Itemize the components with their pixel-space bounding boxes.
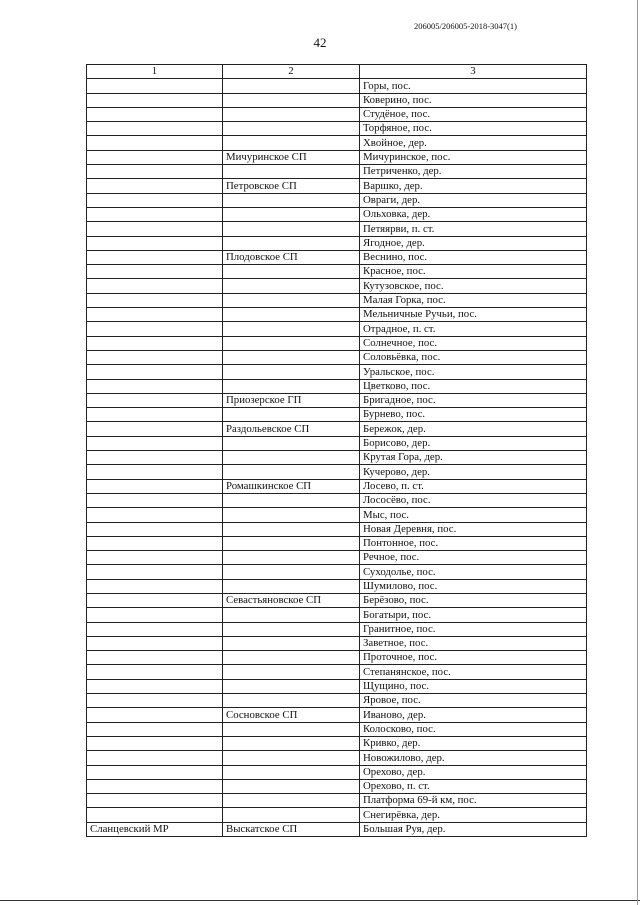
- table-row: [87, 822, 587, 836]
- locality-cell: Студёное, пос.: [360, 107, 587, 121]
- table-row: [87, 308, 587, 322]
- locality-cell: Хвойное, дер.: [360, 136, 587, 150]
- municipal-district-cell: [87, 122, 223, 136]
- settlement-type-cell: [223, 222, 360, 236]
- table-row: [87, 136, 587, 150]
- locality-cell: Щущино, пос.: [360, 679, 587, 693]
- locality-cell: Бурнево, пос.: [360, 408, 587, 422]
- municipal-district-cell: [87, 150, 223, 164]
- locality-cell: Лосево, п. ст.: [360, 479, 587, 493]
- settlement-type-cell: [223, 379, 360, 393]
- municipal-district-cell: [87, 622, 223, 636]
- table-row: [87, 722, 587, 736]
- settlement-type-cell: [223, 551, 360, 565]
- settlement-type-cell: [223, 751, 360, 765]
- settlement-type-cell: Плодовское СП: [223, 250, 360, 264]
- table-row: [87, 694, 587, 708]
- table-row: [87, 250, 587, 264]
- settlement-type-cell: [223, 694, 360, 708]
- municipal-district-cell: [87, 565, 223, 579]
- table-row: [87, 122, 587, 136]
- municipal-district-cell: [87, 608, 223, 622]
- municipal-district-cell: [87, 593, 223, 607]
- municipal-district-cell: [87, 293, 223, 307]
- municipal-district-cell: [87, 679, 223, 693]
- settlement-type-cell: [223, 236, 360, 250]
- table-row: [87, 193, 587, 207]
- settlement-type-cell: [223, 136, 360, 150]
- municipal-district-cell: [87, 636, 223, 650]
- settlement-type-cell: [223, 93, 360, 107]
- table-row: [87, 79, 587, 93]
- locality-cell: Берёзово, пос.: [360, 593, 587, 607]
- municipal-district-cell: [87, 808, 223, 822]
- settlement-type-cell: [223, 193, 360, 207]
- settlement-type-cell: [223, 79, 360, 93]
- locality-cell: Понтонное, пос.: [360, 536, 587, 550]
- locality-cell: Богатыри, пос.: [360, 608, 587, 622]
- table-row: [87, 279, 587, 293]
- table-row: [87, 665, 587, 679]
- locality-cell: Заветное, пос.: [360, 636, 587, 650]
- municipal-district-cell: [87, 365, 223, 379]
- municipal-district-cell: [87, 765, 223, 779]
- column-header-3: 3: [360, 65, 587, 79]
- table-row: [87, 651, 587, 665]
- table-row: [87, 622, 587, 636]
- locality-cell: Проточное, пос.: [360, 651, 587, 665]
- locality-cell: Кучерово, дер.: [360, 465, 587, 479]
- municipal-district-cell: [87, 751, 223, 765]
- municipal-district-cell: [87, 479, 223, 493]
- municipal-district-cell: [87, 779, 223, 793]
- locality-cell: Веснино, пос.: [360, 250, 587, 264]
- settlement-type-cell: [223, 565, 360, 579]
- locality-cell: Петриченко, дер.: [360, 165, 587, 179]
- table-row: [87, 751, 587, 765]
- municipal-district-cell: [87, 308, 223, 322]
- municipal-district-cell: [87, 579, 223, 593]
- locality-cell: Бережок, дер.: [360, 422, 587, 436]
- locality-cell: Степанянское, пос.: [360, 665, 587, 679]
- locality-cell: Малая Горка, пос.: [360, 293, 587, 307]
- table-row: [87, 608, 587, 622]
- table-row: [87, 579, 587, 593]
- municipal-district-cell: [87, 350, 223, 364]
- settlement-type-cell: [223, 808, 360, 822]
- settlement-type-cell: [223, 165, 360, 179]
- settlement-type-cell: Выскатское СП: [223, 822, 360, 836]
- settlement-type-cell: Петровское СП: [223, 179, 360, 193]
- municipal-district-cell: [87, 279, 223, 293]
- table-row: [87, 379, 587, 393]
- municipal-district-cell: [87, 694, 223, 708]
- locality-cell: Снегирёвка, дер.: [360, 808, 587, 822]
- table-row: [87, 679, 587, 693]
- municipal-district-cell: [87, 107, 223, 121]
- table-row: [87, 493, 587, 507]
- locality-cell: Горы, пос.: [360, 79, 587, 93]
- locality-cell: Борисово, дер.: [360, 436, 587, 450]
- table-row: [87, 408, 587, 422]
- municipal-district-cell: [87, 493, 223, 507]
- table-row: [87, 508, 587, 522]
- settlement-type-cell: Приозерское ГП: [223, 393, 360, 407]
- settlement-type-cell: Севастьяновское СП: [223, 593, 360, 607]
- locality-cell: Коверино, пос.: [360, 93, 587, 107]
- municipal-district-cell: [87, 794, 223, 808]
- municipal-district-cell: [87, 536, 223, 550]
- table-row: [87, 236, 587, 250]
- municipal-district-cell: [87, 336, 223, 350]
- locality-cell: Крутая Гора, дер.: [360, 451, 587, 465]
- table-row: [87, 336, 587, 350]
- locality-cell: Варшко, дер.: [360, 179, 587, 193]
- municipal-district-cell: [87, 708, 223, 722]
- table-row: [87, 365, 587, 379]
- settlement-type-cell: [223, 794, 360, 808]
- settlement-type-cell: [223, 608, 360, 622]
- table-row: [87, 150, 587, 164]
- settlement-type-cell: [223, 265, 360, 279]
- column-header-1: 1: [87, 65, 223, 79]
- settlement-type-cell: [223, 207, 360, 221]
- municipal-district-cell: [87, 265, 223, 279]
- locality-cell: Новожилово, дер.: [360, 751, 587, 765]
- settlement-type-cell: [223, 536, 360, 550]
- table-row: [87, 808, 587, 822]
- settlement-type-cell: [223, 722, 360, 736]
- settlement-type-cell: [223, 493, 360, 507]
- locality-cell: Шумилово, пос.: [360, 579, 587, 593]
- locality-cell: Красное, пос.: [360, 265, 587, 279]
- settlement-type-cell: [223, 779, 360, 793]
- scan-edge-right: [637, 0, 638, 905]
- locality-cell: Большая Руя, дер.: [360, 822, 587, 836]
- settlement-type-cell: [223, 522, 360, 536]
- municipal-district-cell: [87, 722, 223, 736]
- locality-cell: Новая Деревня, пос.: [360, 522, 587, 536]
- settlement-type-cell: [223, 508, 360, 522]
- settlement-type-cell: [223, 365, 360, 379]
- settlement-type-cell: [223, 736, 360, 750]
- settlement-type-cell: [223, 322, 360, 336]
- settlement-type-cell: [223, 465, 360, 479]
- table-row: [87, 436, 587, 450]
- locality-cell: Речное, пос.: [360, 551, 587, 565]
- settlement-type-cell: [223, 350, 360, 364]
- locality-cell: Колосково, пос.: [360, 722, 587, 736]
- table-row: [87, 451, 587, 465]
- municipal-district-cell: [87, 222, 223, 236]
- table-row: [87, 794, 587, 808]
- table-row: [87, 179, 587, 193]
- table-row: [87, 93, 587, 107]
- table-row: [87, 222, 587, 236]
- table-row: [87, 293, 587, 307]
- locality-cell: Ягодное, дер.: [360, 236, 587, 250]
- settlement-type-cell: [223, 408, 360, 422]
- table-row: [87, 165, 587, 179]
- table-row: [87, 350, 587, 364]
- locality-cell: Отрадное, п. ст.: [360, 322, 587, 336]
- table-row: [87, 593, 587, 607]
- locality-cell: Гранитное, пос.: [360, 622, 587, 636]
- municipal-district-cell: [87, 236, 223, 250]
- municipal-district-cell: [87, 665, 223, 679]
- scan-edge-bottom: [0, 900, 640, 901]
- table-row: [87, 522, 587, 536]
- document-id: 206005/206005-2018-3047(1): [414, 21, 517, 31]
- settlement-type-cell: [223, 122, 360, 136]
- locality-cell: Уральское, пос.: [360, 365, 587, 379]
- settlement-type-cell: [223, 579, 360, 593]
- settlement-type-cell: Ромашкинское СП: [223, 479, 360, 493]
- municipal-district-cell: [87, 736, 223, 750]
- municipal-district-cell: [87, 422, 223, 436]
- settlement-type-cell: [223, 679, 360, 693]
- municipal-district-cell: [87, 465, 223, 479]
- settlement-type-cell: [223, 651, 360, 665]
- settlement-type-cell: [223, 293, 360, 307]
- municipal-district-cell: [87, 408, 223, 422]
- locality-cell: Мыс, пос.: [360, 508, 587, 522]
- municipal-district-cell: [87, 393, 223, 407]
- page-number: 42: [313, 35, 327, 50]
- table-header-row: [87, 65, 587, 79]
- settlement-type-cell: [223, 636, 360, 650]
- table-row: [87, 536, 587, 550]
- locality-cell: Лососёво, пос.: [360, 493, 587, 507]
- municipal-district-cell: [87, 179, 223, 193]
- table-body: [87, 65, 587, 837]
- municipal-district-cell: [87, 79, 223, 93]
- municipal-district-cell: [87, 93, 223, 107]
- municipal-district-cell: [87, 551, 223, 565]
- municipal-district-cell: [87, 522, 223, 536]
- table-row: [87, 393, 587, 407]
- settlements-table: [86, 64, 587, 837]
- locality-cell: Мичуринское, пос.: [360, 150, 587, 164]
- settlement-type-cell: Сосновское СП: [223, 708, 360, 722]
- locality-cell: Бригадное, пос.: [360, 393, 587, 407]
- locality-cell: Иваново, дер.: [360, 708, 587, 722]
- locality-cell: Цветково, пос.: [360, 379, 587, 393]
- settlement-type-cell: [223, 336, 360, 350]
- locality-cell: Соловьёвка, пос.: [360, 350, 587, 364]
- settlement-type-cell: [223, 765, 360, 779]
- locality-cell: Солнечное, пос.: [360, 336, 587, 350]
- locality-cell: Платформа 69-й км, пос.: [360, 794, 587, 808]
- settlement-type-cell: [223, 451, 360, 465]
- settlement-type-cell: [223, 622, 360, 636]
- locality-cell: Кутузовское, пос.: [360, 279, 587, 293]
- table-row: [87, 736, 587, 750]
- municipal-district-cell: [87, 508, 223, 522]
- settlement-type-cell: [223, 436, 360, 450]
- table-row: [87, 322, 587, 336]
- municipal-district-cell: [87, 379, 223, 393]
- table-row: [87, 479, 587, 493]
- settlement-type-cell: [223, 665, 360, 679]
- table-row: [87, 765, 587, 779]
- settlement-type-cell: [223, 308, 360, 322]
- locality-cell: Ольховка, дер.: [360, 207, 587, 221]
- settlement-type-cell: Раздольевское СП: [223, 422, 360, 436]
- table-row: [87, 779, 587, 793]
- municipal-district-cell: [87, 165, 223, 179]
- table-row: [87, 465, 587, 479]
- table-row: [87, 551, 587, 565]
- locality-cell: Петяярви, п. ст.: [360, 222, 587, 236]
- municipal-district-cell: [87, 207, 223, 221]
- municipal-district-cell: [87, 436, 223, 450]
- municipal-district-cell: [87, 322, 223, 336]
- municipal-district-cell: [87, 451, 223, 465]
- municipal-district-cell: [87, 193, 223, 207]
- locality-cell: Яровое, пос.: [360, 694, 587, 708]
- municipal-district-cell: [87, 651, 223, 665]
- table-row: [87, 107, 587, 121]
- column-header-2: 2: [223, 65, 360, 79]
- municipal-district-cell: Сланцевский МР: [87, 822, 223, 836]
- locality-cell: Торфяное, пос.: [360, 122, 587, 136]
- locality-cell: Мельничные Ручьи, пос.: [360, 308, 587, 322]
- table-row: [87, 636, 587, 650]
- settlement-type-cell: [223, 279, 360, 293]
- municipal-district-cell: [87, 136, 223, 150]
- table-row: [87, 265, 587, 279]
- locality-cell: Орехово, п. ст.: [360, 779, 587, 793]
- municipal-district-cell: [87, 250, 223, 264]
- table-row: [87, 565, 587, 579]
- settlement-type-cell: [223, 107, 360, 121]
- locality-cell: Овраги, дер.: [360, 193, 587, 207]
- table-row: [87, 207, 587, 221]
- locality-cell: Кривко, дер.: [360, 736, 587, 750]
- table-row: [87, 708, 587, 722]
- locality-cell: Орехово, дер.: [360, 765, 587, 779]
- settlement-type-cell: Мичуринское СП: [223, 150, 360, 164]
- locality-cell: Суходолье, пос.: [360, 565, 587, 579]
- table-row: [87, 422, 587, 436]
